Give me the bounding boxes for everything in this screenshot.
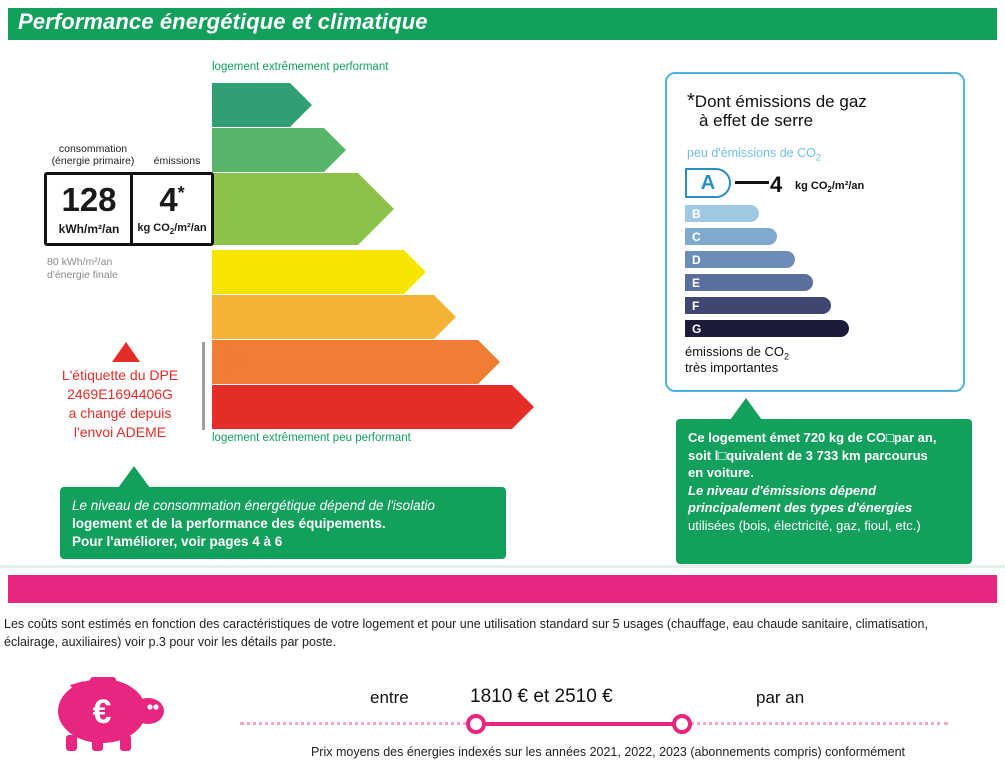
- energy-callout: [60, 487, 506, 559]
- energy-callout-line1: Le niveau de consommation énergétique dépend de l'isolatio: [72, 498, 435, 513]
- ges-class-f-letter: F: [692, 298, 700, 313]
- ges-class-b: [685, 205, 759, 222]
- energy-bottom-label: logement extrêmement peu performant: [212, 432, 411, 444]
- costs-paragraph-line1: Les coûts sont estimés en fonction des caractéristiques de votre logement et pour une utilisation standard sur 5 usages (chauffage, eau chaude sanitaire, climatisation,: [4, 617, 928, 631]
- arrow-tip-icon: [290, 83, 312, 127]
- costs-paragraph: [4, 615, 999, 651]
- energy-class-f: [212, 340, 478, 384]
- energy-class-b: [212, 128, 324, 172]
- energy-class-d: [212, 250, 404, 294]
- range-prefix-label: entre: [370, 688, 409, 707]
- asterisk-icon: *: [687, 90, 695, 112]
- ges-top-label: peu d'émissions de $CO_2$: [687, 146, 821, 163]
- ges-class-g-letter: G: [692, 321, 702, 336]
- ges-pointer-line: [735, 181, 769, 184]
- ges-value-unit: kg $CO_2/m^2/an$: [795, 180, 865, 195]
- range-suffix-label: par an: [756, 688, 805, 707]
- range-knob-max[interactable]: [672, 714, 692, 734]
- ges-class-e: [685, 274, 813, 291]
- notice-line-4: l'envoi ADEME: [73, 424, 167, 440]
- svg-text:€: €: [92, 693, 112, 731]
- ges-title-line1: *Dont émissions de gaz: [687, 90, 867, 112]
- arrow-tip-icon: [434, 295, 456, 339]
- energy-class-g-letter: G: [226, 390, 250, 423]
- energy-class-e: [212, 295, 434, 339]
- ges-callout-line2: soit l□quivalent de 3 733 km parcourus: [688, 447, 928, 463]
- ges-value: 4: [770, 172, 783, 197]
- arrow-tip-icon: [478, 340, 500, 384]
- energy-class-e-letter: E: [226, 300, 247, 333]
- final-energy-line2: d'énergie finale: [47, 269, 118, 281]
- emission-value: 4*: [159, 181, 185, 218]
- energy-class-d-letter: D: [226, 255, 248, 288]
- final-energy-line1: 80 kWh/m²/an: [47, 256, 113, 268]
- consumption-header-line2: (énergie primaire): [51, 155, 135, 167]
- range-fill: [474, 722, 684, 726]
- arrow-tip-icon: [512, 385, 534, 429]
- energy-class-a-letter: A: [226, 88, 248, 121]
- arrow-tip-icon: [324, 128, 346, 172]
- ges-class-f: [685, 297, 831, 314]
- page-title: Performance énergétique et climatique: [18, 9, 428, 34]
- arrow-tip-icon: [358, 173, 394, 245]
- costs-section-bar: [8, 575, 997, 603]
- energy-class-b-letter: B: [226, 133, 248, 166]
- energy-class-f-letter: F: [226, 345, 245, 378]
- ges-callout-line1: Ce logement émet 720 kg de CO□par an,: [688, 430, 937, 445]
- consumption-header-line1: consommation: [58, 143, 128, 155]
- notice-divider: [202, 342, 205, 430]
- notice-line-3: a changé depuis: [68, 405, 172, 421]
- ges-callout: [676, 419, 972, 564]
- ges-class-d: [685, 251, 795, 268]
- consumption-value: 128: [61, 181, 117, 218]
- warning-triangle-icon: [112, 342, 140, 362]
- ges-callout-line5: principalement des types d'énergies: [688, 500, 913, 515]
- ges-class-c: [685, 228, 777, 245]
- arrow-tip-icon: [404, 250, 426, 294]
- section-divider: [0, 565, 1005, 568]
- emission-unit: kg $CO_2/m^2/an$: [137, 222, 207, 237]
- ges-class-c-letter: C: [692, 229, 701, 244]
- costs-paragraph-line2: éclairage, auxiliaires) voir p.3 pour voir les détails par poste.: [4, 635, 337, 649]
- piggy-bank-icon: [40, 665, 168, 753]
- emission-header: émissions: [153, 155, 201, 167]
- ges-title-line2: à effet de serre: [699, 111, 814, 130]
- energy-callout-line3: Pour l'améliorer, voir pages 4 à 6: [72, 534, 283, 549]
- ges-callout-line3: en voiture.: [688, 465, 754, 480]
- energy-class-c-letter: C: [230, 182, 265, 236]
- ges-class-e-letter: E: [692, 275, 701, 290]
- ges-class-g: [685, 320, 849, 337]
- prices-note: Prix moyens des énergies indexés sur les années 2021, 2022, 2023 (abonnements compris) conformément: [310, 745, 906, 759]
- ges-class-d-letter: D: [692, 252, 701, 267]
- ges-class-a: [685, 168, 731, 198]
- range-knob-min[interactable]: [466, 714, 486, 734]
- consumption-box-divider: [130, 175, 133, 243]
- ges-callout-line4: Le niveau d'émissions dépend: [688, 482, 877, 498]
- energy-class-g: [212, 385, 512, 429]
- callout-right-pointer-icon: [730, 398, 762, 420]
- callout-left-pointer-icon: [118, 466, 150, 488]
- ges-class-b-letter: B: [692, 206, 701, 221]
- range-value-label: 1810 € et 2510 €: [470, 686, 613, 707]
- consumption-unit: kWh/m²/an: [58, 222, 120, 236]
- label-changed-notice: [40, 366, 200, 442]
- energy-top-label: logement extrêmement performant: [212, 61, 389, 73]
- ges-bottom-label-line2: très importantes: [685, 360, 779, 375]
- notice-line-2: 2469E1694406G: [67, 386, 173, 402]
- energy-class-c: [212, 173, 358, 245]
- notice-line-1: L'étiquette du DPE: [61, 367, 179, 383]
- energy-class-a: [212, 83, 290, 127]
- energy-callout-line2: logement et de la performance des équipements.: [72, 516, 386, 531]
- ges-callout-line6: utilisées (bois, électricité, gaz, fioul, etc.): [688, 517, 921, 533]
- ges-bottom-label-line1: émissions de $CO_2$: [685, 344, 789, 362]
- ges-class-a-letter: A: [700, 171, 716, 194]
